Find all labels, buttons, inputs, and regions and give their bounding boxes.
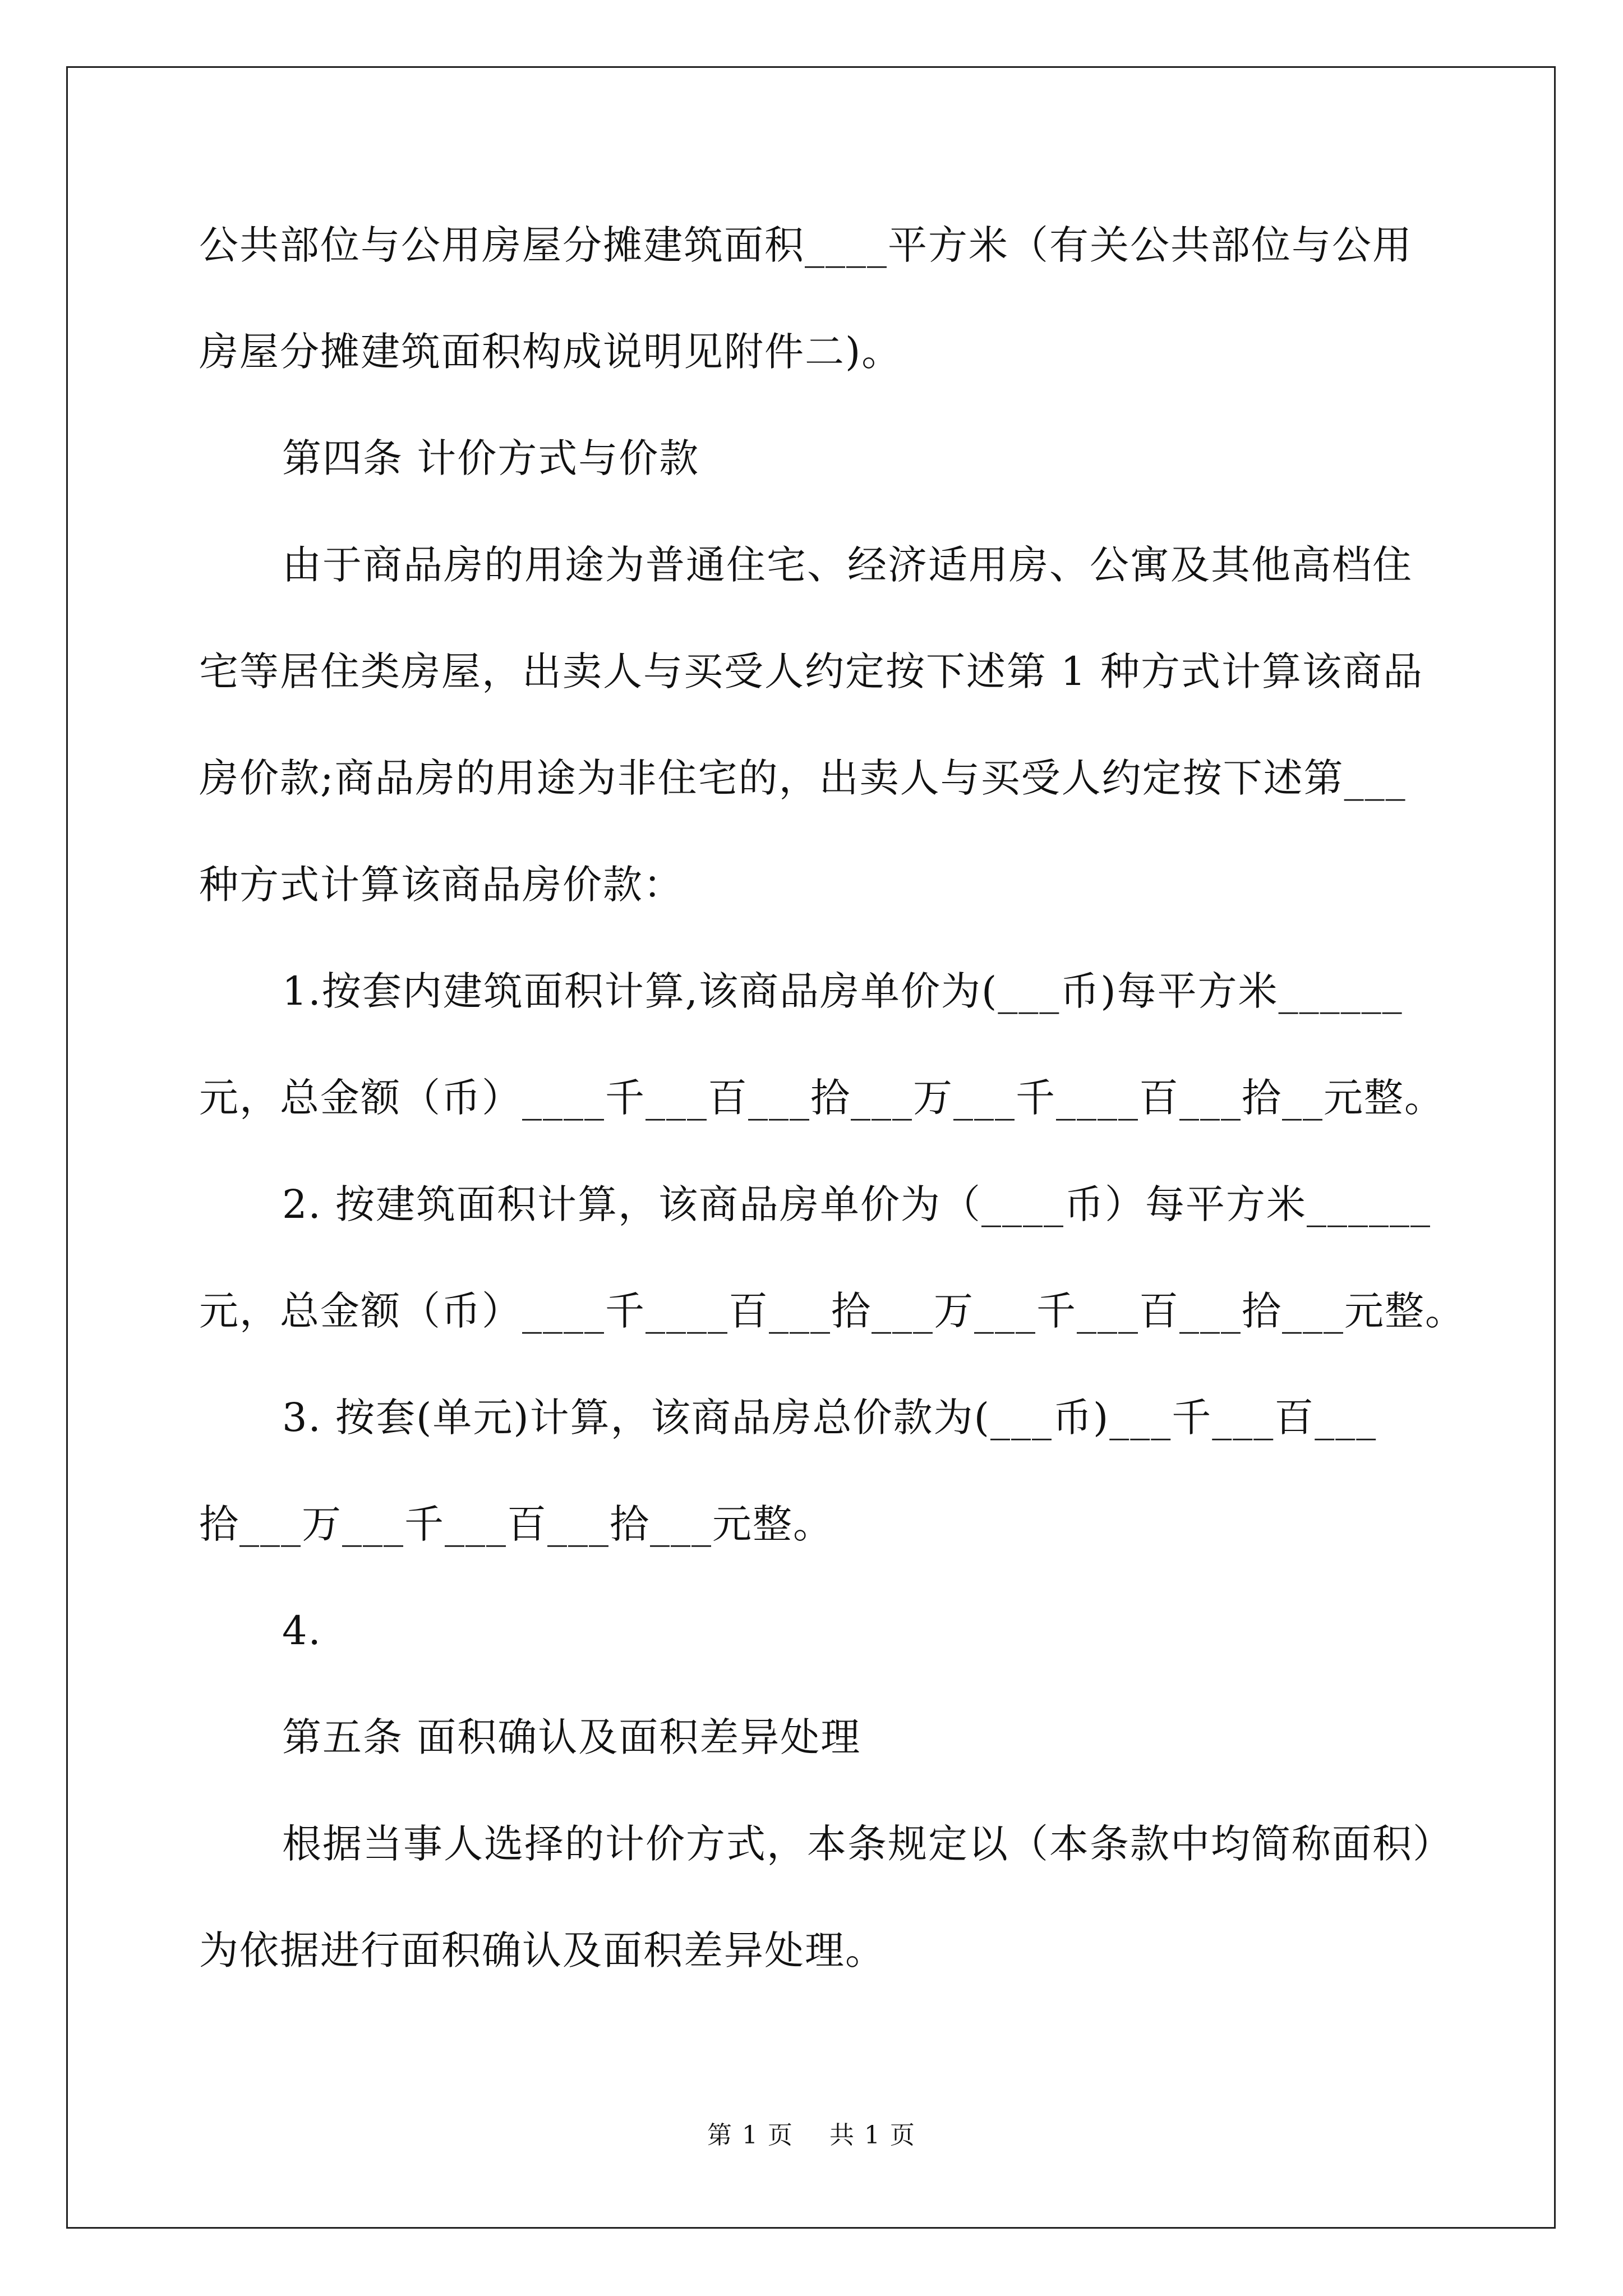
document-body xyxy=(199,219,1465,2031)
paragraph-line: 元，总金额（币）____千___百___拾___万___千____百___拾__元整。 xyxy=(199,1075,1445,1121)
pricing-option-3: 3. 按套(单元)计算，该商品房总价款为(___币)___千___百___ xyxy=(282,1395,1377,1441)
article-heading: 第四条 计价方式与价款 xyxy=(282,435,700,481)
paragraph-line: 房价款;商品房的用途为非住宅的，出卖人与买受人约定按下述第___ xyxy=(199,755,1407,801)
pricing-option-2: 2. 按建筑面积计算，该商品房单价为（____币）每平方米______ xyxy=(282,1181,1432,1227)
paragraph-line: 由于商品房的用途为普通住宅、经济适用房、公寓及其他高档住 xyxy=(282,542,1413,588)
paragraph-line: 种方式计算该商品房价款： xyxy=(199,862,684,908)
paragraph-line: 根据当事人选择的计价方式，本条规定以（本条款中均简称面积） xyxy=(282,1821,1453,1867)
pricing-option-1: 1.按套内建筑面积计算,该商品房单价为(___币)每平方米______ xyxy=(282,968,1403,1014)
paragraph-line: 房屋分摊建筑面积构成说明见附件二)。 xyxy=(199,329,902,375)
page-number-footer: 第 1 页 共 1 页 xyxy=(707,2121,916,2150)
paragraph-line: 宅等居住类房屋，出卖人与买受人约定按下述第 1 种方式计算该商品 xyxy=(199,648,1424,694)
paragraph-line: 为依据进行面积确认及面积差异处理。 xyxy=(199,1927,886,1973)
paragraph-line: 元，总金额（币）____千____百___拾___万___千___百___拾___元整。 xyxy=(199,1288,1465,1334)
paragraph-line: 公共部位与公用房屋分摊建筑面积____平方米（有关公共部位与公用 xyxy=(199,222,1413,268)
pricing-option-4: 4. xyxy=(282,1608,322,1654)
paragraph-line: 拾___万___千___百___拾___元整。 xyxy=(199,1501,833,1547)
article-heading: 第五条 面积确认及面积差异处理 xyxy=(282,1714,861,1760)
